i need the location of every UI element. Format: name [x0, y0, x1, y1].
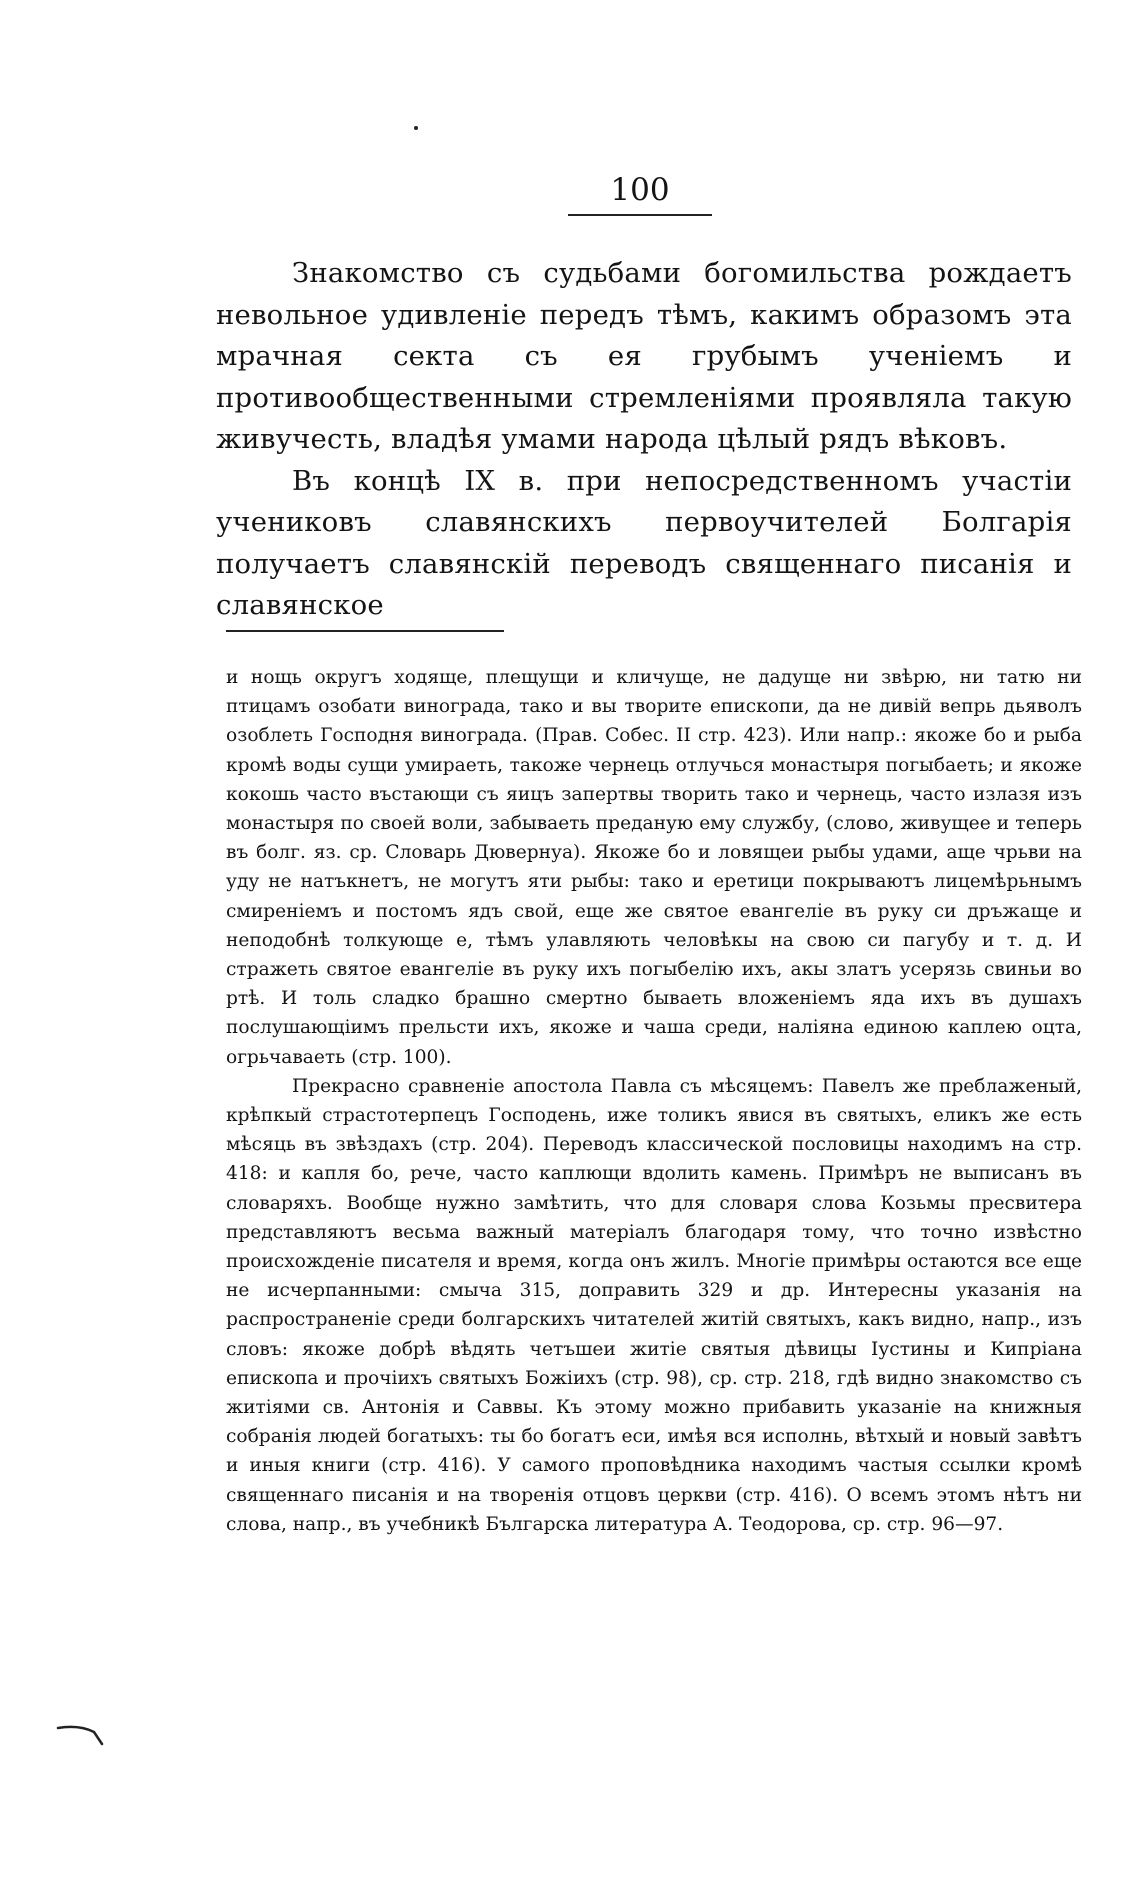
footnote-paragraph-1: и нощь округъ ходяще, плещущи и кличуще, не дадуще ни звѣрю, ни татю ни птицамъ озобати винограда, тако и вы творите епископи, да не дивій вепрь дьяволъ озоблеть Господня винограда. (Прав. Собес. II стр. 423). Или напр.: якоже бо и рыба кромѣ воды сущи умираеть, такоже чернець отлучься монастыря погыбаеть; и якоже кокошь часто въстающи съ яицъ запертвы творить тако и чернець, часто излазя изъ монастыря по своей воли, забываеть преданую ему службу, (слово, живущее и теперь въ болг. яз. ср. Словарь Дювернуа). Якоже бо и ловящеи рыбы удами, аще чрьви на уду не натъкнетъ, не могутъ яти рыбы: тако и еретици покрываютъ лицемѣрьнымъ смиреніемъ и постомъ ядъ свой, еще же святое евангеліе въ руку си дръжаще и неподобнѣ толкующе е, тѣмъ улавляють человѣкы на свою си пагубу и т. д. И стражеть святое евангеліе въ руку ихъ погыбелію ихъ, акы златъ усерязь свиньи во ртѣ. И толь сладко брашно смертно бываеть вложеніемъ яда ихъ въ душахъ послушающіимъ прельсти ихъ, якоже и чаша среди, наліяна единою каплею оцта, огрьчаваеть (стр. 100). [226, 667, 1082, 1068]
page-number: 100 [610, 172, 670, 208]
footnotes [226, 663, 1082, 1539]
margin-pen-mark [56, 1722, 116, 1752]
main-paragraph-2: Въ концѣ IX в. при непосредственномъ участіи учениковъ славянскихъ первоучителей Болгарія получаетъ славянскій переводъ священнаго писанія и славянское [216, 464, 1072, 621]
footnote-separator [226, 630, 504, 632]
footnote-paragraph-2: Прекрасно сравненіе апостола Павла съ мѣсяцемъ: Павелъ же преблаженый, крѣпкый страстотерпецъ Господень, иже толикъ явися въ святыхъ, еликъ же есть мѣсяць въ звѣздахъ (стр. 204). Переводъ классической пословицы находимъ на стр. 418: и капля бо, рече, часто каплющи вдолить камень. Примѣръ не выписанъ въ словаряхъ. Вообще нужно замѣтить, что для словаря слова Козьмы пресвитера представляютъ весьма важный матеріалъ благодаря тому, что точно извѣстно происхожденіе писателя и время, когда онъ жилъ. Многіе примѣры остаются все еще не исчерпанными: смыча 315, доправить 329 и др. Интересны указанія на распространеніе среди болгарскихъ читателей житій святыхъ, какъ видно, напр., изъ словъ: якоже добрѣ вѣдять четъшеи житіе святыя дѣвицы Іустины и Кипріана епископа и прочіихъ святыхъ Божіихъ (стр. 98), ср. стр. 218, гдѣ видно знакомство съ житіями св. Антонія и Саввы. Къ этому можно прибавить указаніе на книжныя собранія людей богатыхъ: ты бо богатъ еси, имѣя вся исполнь, вѣтхый и новый завѣтъ и иныя книги (стр. 416). У самого проповѣдника находимъ частыя ссылки кромѣ священнаго писанія и на творенія отцовъ церкви (стр. 416). О всемъ этомъ нѣтъ ни слова, напр., въ учебникѣ Българска литература А. Теодорова, ср. стр. 96—97. [226, 1075, 1082, 1535]
paper-speck [414, 126, 418, 130]
main-text [216, 253, 1072, 627]
page-number-rule [568, 214, 712, 216]
main-paragraph-1: Знакомство съ судьбами богомильства рождаетъ невольное удивленіе передъ тѣмъ, какимъ образомъ эта мрачная секта съ ея грубымъ ученіемъ и противообщественными стремленіями проявляла такую живучесть, владѣя умами народа цѣлый рядъ вѣковъ. [216, 257, 1072, 455]
